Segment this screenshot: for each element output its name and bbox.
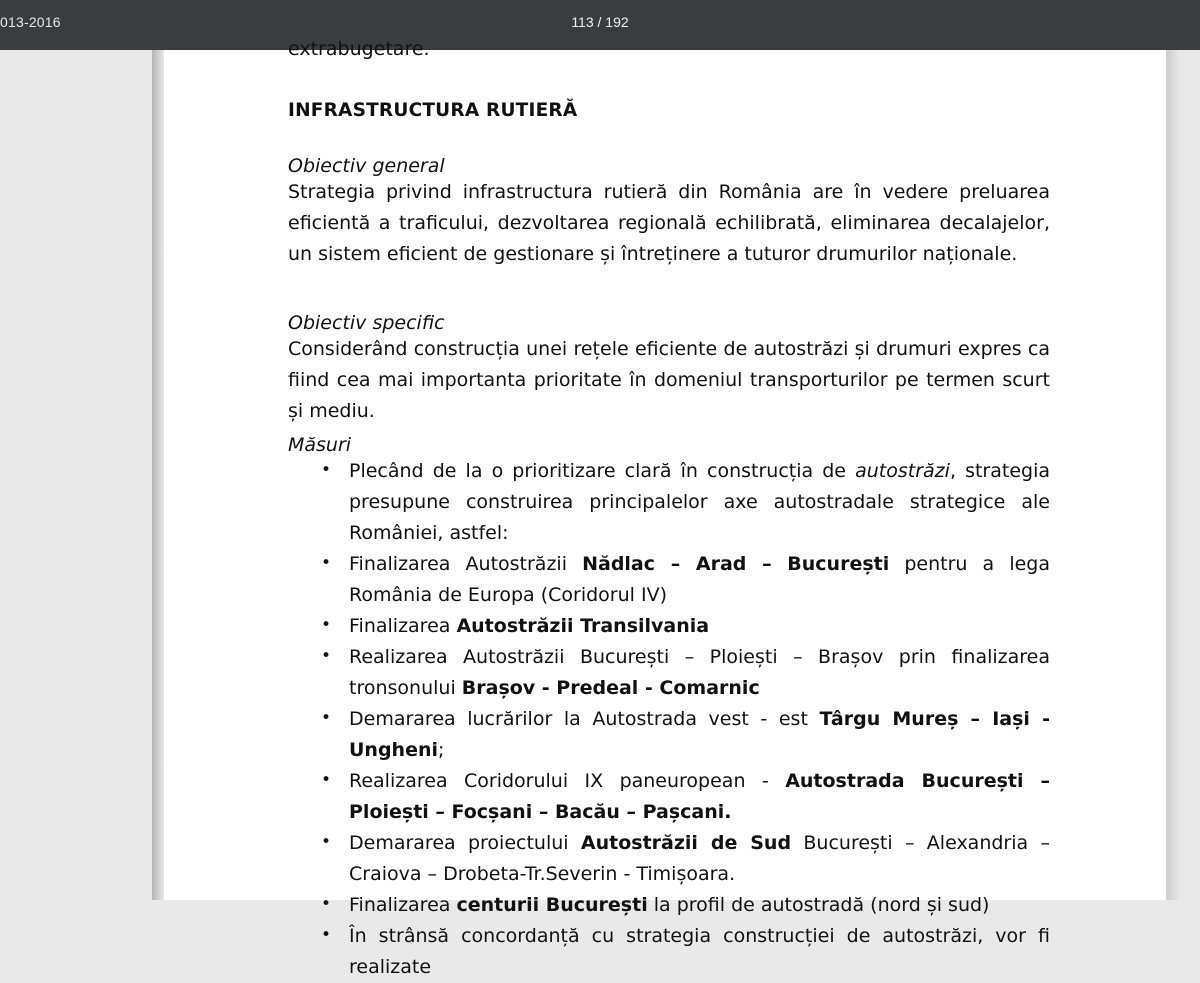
list-item-text: Finalizarea Autostrăzii <box>349 553 583 575</box>
list-item-text: Realizarea Coridorului IX paneuropean - <box>349 770 786 792</box>
list-item-text: ; <box>438 739 445 761</box>
list-item-text: În strânsă concordanță cu strategia construcției de autostrăzi, vor fi realizate <box>349 925 1050 978</box>
list-item-text: Autostrăzii de Sud <box>580 832 792 854</box>
list-item <box>288 704 1050 766</box>
measures-list <box>288 456 1050 983</box>
list-item <box>288 890 1050 921</box>
list-item-text: la profil de autostradă (nord și sud) <box>647 894 990 916</box>
list-item-text: Finalizarea <box>349 615 457 637</box>
paragraph-objectiv-general: Strategia privind infrastructura rutieră din România are în vedere preluarea eficientă a traficului, dezvoltarea regională echilibrată, eliminarea decalajelor, un sistem eficient de gestionare și întreținere a tuturor drumurilor naționale. <box>288 181 1050 265</box>
page-shadow-left <box>152 50 164 900</box>
subheading-objectiv-specific: Obiectiv specific <box>288 312 445 334</box>
list-item <box>288 921 1050 983</box>
list-item-text: Finalizarea <box>349 894 457 916</box>
list-item-text: centurii București <box>456 894 648 916</box>
list-item-text: autostrăzi <box>855 460 950 482</box>
list-item <box>288 642 1050 704</box>
list-item-text: Târgu Mureș – Iași - Ungheni <box>349 708 1050 761</box>
list-item-text: Autostrăzii Transilvania <box>456 615 710 637</box>
page-scroll-area[interactable] <box>0 38 1200 978</box>
list-item-text: Nădlac – Arad – București <box>582 553 890 575</box>
list-item-text: pentru a lega România de Europa (Coridorul IV) <box>349 553 1050 606</box>
paragraph-objectiv-specific: Considerând construcția unei rețele eficiente de autostrăzi și drumuri expres ca fiind cea mai importanta prioritate în domeniul transporturilor pe termen scurt și mediu. <box>288 338 1050 422</box>
list-item-text: Demararea lucrărilor la Autostrada vest - est <box>349 708 820 730</box>
section-heading: INFRASTRUCTURA RUTIERĂ <box>288 100 578 121</box>
subheading-masuri: Măsuri <box>288 434 352 456</box>
document-title: 013-2016 <box>0 14 61 30</box>
clipped-previous-line: extrabugetare. <box>288 38 430 60</box>
list-item-text: Demararea proiectului <box>349 832 581 854</box>
list-item <box>288 766 1050 828</box>
list-item <box>288 456 1050 549</box>
list-item-text: Plecând de la o prioritizare clară în construcția de <box>349 460 856 482</box>
list-item <box>288 828 1050 890</box>
subheading-objectiv-general: Obiectiv general <box>288 155 445 177</box>
list-item-text: , strategia presupune construirea principalelor axe autostradale strategice ale României, astfel: <box>349 460 1050 544</box>
page-shadow-right <box>1166 50 1180 900</box>
list-item <box>288 611 1050 642</box>
list-item-text: Autostrada București – Ploiești – Focșani – Bacău – Pașcani. <box>349 770 1050 823</box>
list-item-text: București – Alexandria – Craiova – Drobeta-Tr.Severin - Timișoara. <box>349 832 1050 885</box>
page-indicator: 113 / 192 <box>571 14 629 30</box>
list-item-text: Brașov - Predeal - Comarnic <box>461 677 760 699</box>
list-item-text: Realizarea Autostrăzii București – Ploiești – Brașov prin finalizarea tronsonului <box>349 646 1050 699</box>
list-item <box>288 549 1050 611</box>
pdf-page <box>164 38 1166 978</box>
